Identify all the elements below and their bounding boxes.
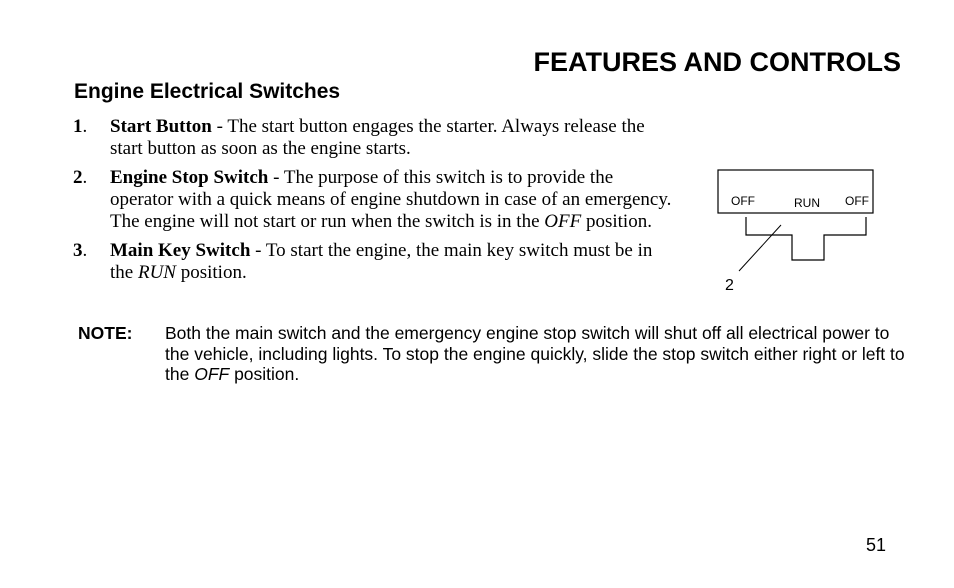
item-number: 3. <box>73 240 88 261</box>
note-block <box>78 323 908 385</box>
diagram-label-off-left: OFF <box>731 194 755 208</box>
note-label: NOTE: <box>78 323 133 343</box>
item-number: 1. <box>73 116 88 137</box>
section-heading: Engine Electrical Switches <box>74 80 341 103</box>
list-item-start-button <box>73 116 673 160</box>
item-number: 2. <box>73 167 88 188</box>
diagram-label-off-right: OFF <box>845 194 869 208</box>
item-emphasis: RUN <box>137 262 176 283</box>
item-text: - The purpose of this switch is to provide the operator with a quick means of engine shutdown in case of an emergency. The engine will not start or run when the switch is in the <box>110 167 672 232</box>
callout-leader-line <box>739 225 781 271</box>
stop-switch-diagram <box>715 168 890 293</box>
item-emphasis: OFF <box>544 211 582 232</box>
item-text-end: position. <box>581 211 652 232</box>
item-text-end: position. <box>175 262 247 283</box>
note-emphasis: OFF <box>194 364 230 384</box>
switch-description-list <box>73 116 673 291</box>
item-text: - The start button engages the starter. Always release the start button as soon as the engine starts. <box>110 116 645 159</box>
item-term: Engine Stop Switch <box>110 167 269 188</box>
item-term: Main Key Switch <box>110 240 251 261</box>
page-number: 51 <box>865 535 886 555</box>
switch-slider-outline <box>746 217 866 260</box>
item-term: Start Button <box>110 116 212 137</box>
page-title: FEATURES AND CONTROLS <box>533 47 901 77</box>
list-item-main-key-switch <box>73 240 673 284</box>
diagram-label-run: RUN <box>794 196 820 210</box>
callout-number: 2 <box>725 277 734 293</box>
item-text: - To start the engine, the main key switch must be in the <box>110 240 653 283</box>
note-body: Both the main switch and the emergency engine stop switch will shut off all electrical power to the vehicle, including lights. To stop the engine quickly, slide the stop switch either right or left to the OFF position. <box>165 323 905 384</box>
list-item-engine-stop-switch <box>73 167 673 233</box>
